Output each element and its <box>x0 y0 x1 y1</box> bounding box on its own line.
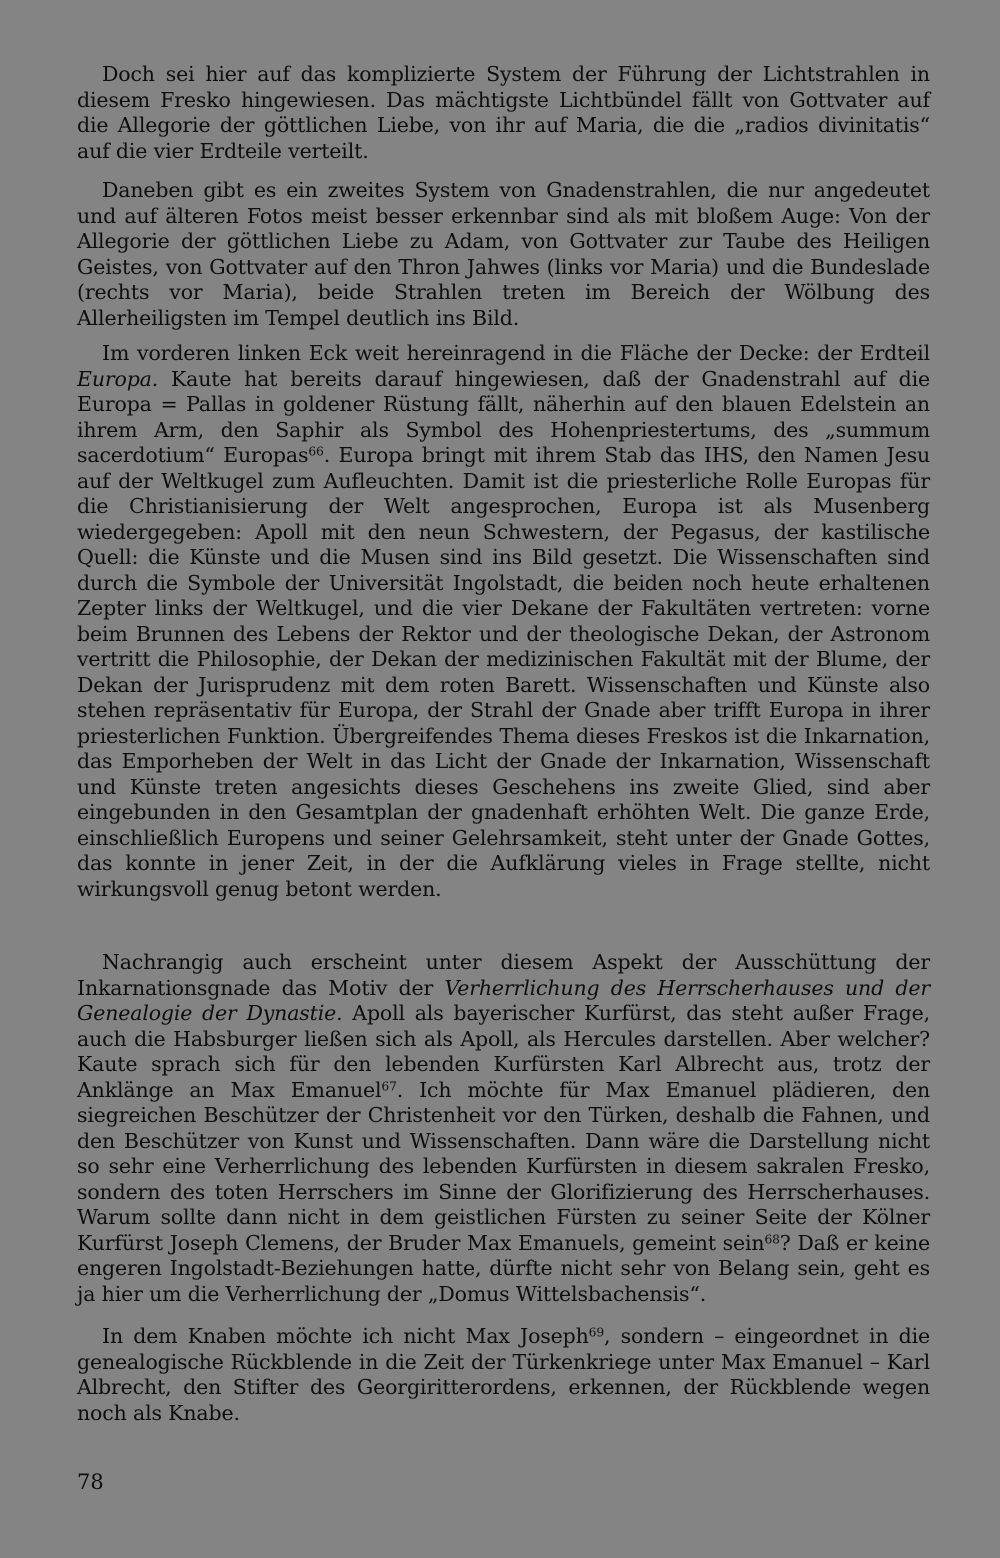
paragraph-1-text: Doch sei hier auf das komplizierte System der Führung der Lichtstrahlen in diesem Fresko hingewiesen. Das mächtigste Lichtbündel fällt von Gottvater auf die Allegorie der göttlichen Liebe, von ihr auf Maria, die die „radios divinitatis“ auf die vier Erdteile verteilt. <box>77 62 930 163</box>
paragraph-2-text: Daneben gibt es ein zweites System von Gnadenstrahlen, die nur angedeutet und auf älteren Fotos meist besser erkennbar sind als mit bloßem Auge: Von der Allegorie der göttlichen Liebe zu Adam, von Gottvater zur Taube des Heiligen Geistes, von Gottvater auf den Thron Jahwes (links vor Maria) und die Bundeslade (rechts vor Maria), beide Strahlen treten im Bereich der Wölbung des Allerheiligsten im Tempel deutlich ins Bild. <box>77 178 930 330</box>
paragraph-5-text-b: , sondern – eingeordnet in die genealogische Rückblende in die Zeit der Türkenkriege unter Max Emanuel – Karl Albrecht, den Stifter des Georgiritterordens, erkennen, der Rückblende wegen noch als Knabe. <box>77 1324 930 1425</box>
paragraph-4-text-c: Apoll als bayerischer Kurfürst, das steht außer Frage, auch die Habsburger ließen sich als Apoll, als Hercules darstellen. Aber welcher? Kaute sprach sich für den lebenden Kurfürsten Karl Albrecht aus, trotz der Anklänge an Max Emanuel <box>77 1001 930 1102</box>
paragraph-5-text-a: In dem Knaben möchte ich nicht Max Joseph <box>102 1324 589 1348</box>
paragraph-2 <box>77 178 930 331</box>
paragraph-4-text-a: Nachrangig auch erscheint unter diesem Aspekt der Ausschüttung der Inkarnationsgnade das Motiv der <box>77 950 930 1000</box>
paragraph-3-text-d: . Europa bringt mit ihrem Stab das IHS, den Namen Jesu auf der Weltkugel zum Aufleuchten. Damit ist die priesterliche Rolle Europas für die Christianisierung der Welt angesprochen, Europa ist als Musenberg wiedergegeben: Apoll mit den neun Schwestern, der Pegasus, der kastilische Quell: die Künste und die Musen sind ins Bild gesetzt. Die Wissenschaften sind durch die Symbole der Universität Ingolstadt, die beiden noch heute erhaltenen Zepter links der Weltkugel, und die vier Dekane der Fakultäten vertreten: vorne beim Brunnen des Lebens der Rektor und der theologische Dekan, der Astronom vertritt die Philosophie, der Dekan der medizinischen Fakultät mit der Blume, der Dekan der Jurisprudenz mit dem roten Barett. Wissenschaften und Künste also stehen repräsentativ für Europa, der Strahl der Gnade aber trifft Europa in ihrer priesterlichen Funktion. Übergreifendes Thema dieses Freskos ist die Inkarnation, das Emporheben der Welt in das Licht der Gnade der Inkarnation, Wissenschaft und Künste treten angesichts dieses Geschehens ins zweite Glied, sind aber eingebunden in den Gesamtplan der gnadenhaft erhöhten Welt. Die ganze Erde, einschließlich Europens und seiner Gelehrsamkeit, steht unter der Gnade Gottes, das konnte in jener Zeit, in der die Aufklärung vieles in Frage stellte, nicht wirkungsvoll genug betont werden. <box>77 443 930 901</box>
footnote-ref-68: 68 <box>764 1231 780 1246</box>
paragraph-3-italic-term: Europa. <box>77 366 159 391</box>
paragraph-3-text-c: Kaute hat bereits darauf hingewiesen, daß der Gnadenstrahl auf die Europa = Pallas in goldener Rüstung fällt, näherhin auf den blauen Edelstein an ihrem Arm, den Saphir als Symbol des Hohenpriestertums, des „summum sacerdotium“ Europas <box>77 366 930 467</box>
paragraph-4-text-e: ? Daß er keine engeren Ingolstadt-Beziehungen hatte, dürfte nicht sehr von Belang sein, geht es ja hier um die Verherrlichung der „Domus Wittelsbachensis“. <box>77 1230 930 1306</box>
paragraph-3-text-a: Im vorderen linken Eck weit hereinragend in die Fläche der Decke: der Erdteil <box>102 341 930 365</box>
footnote-ref-66: 66 <box>308 444 324 459</box>
paragraph-4-text-d: . Ich möchte für Max Emanuel plädieren, den siegreichen Beschützer der Christenheit vor den Türken, deshalb die Fahnen, und den Beschützer von Kunst und Wissenschaften. Dann wäre die Darstellung nicht so sehr eine Verherrlichung des lebenden Kurfürsten in diesem sakralen Fresko, sondern des toten Herrschers im Sinne der Glorifizierung des Herrscherhauses. Warum sollte dann nicht in dem geistlichen Fürsten zu seiner Seite der Kölner Kurfürst Joseph Clemens, der Bruder Max Emanuels, gemeint sein <box>77 1077 931 1255</box>
paragraph-4-italic-term: Verherrlichung des Herrscherhauses und der Genealogie der Dynastie. <box>77 975 930 1025</box>
footnote-ref-69: 69 <box>588 1325 605 1340</box>
page-number: 78 <box>77 1470 104 1494</box>
paragraph-4 <box>77 950 930 1307</box>
paragraph-3 <box>77 341 930 902</box>
paragraph-5 <box>77 1324 930 1426</box>
paragraph-1 <box>77 62 930 164</box>
footnote-ref-67: 67 <box>381 1078 397 1093</box>
